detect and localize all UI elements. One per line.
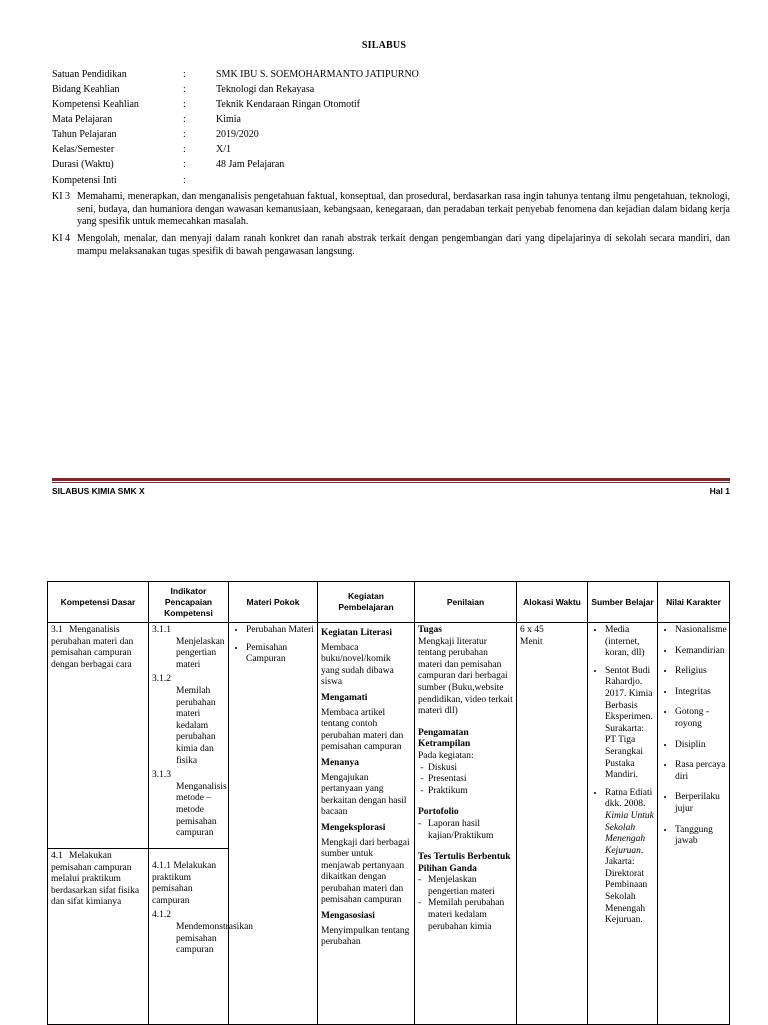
list-item: - Memilah perubahan materi kedalam perubahan kimia — [418, 898, 513, 933]
identity-label: Kelas/Semester — [52, 144, 115, 155]
penilaian-heading: Portofolio — [418, 807, 459, 818]
alokasi-unit: Menit — [520, 636, 543, 647]
ipk-text: Melakukan praktikum pemisahan campuran — [152, 861, 217, 906]
table-row — [48, 623, 730, 849]
list-item-text: Laporan hasil kajian/Praktikum — [428, 818, 494, 841]
identity-label: Satuan Pendidikan — [52, 69, 127, 80]
document-title: SILABUS — [361, 40, 407, 51]
header-kegiatan: Kegiatan Pembelajaran — [318, 582, 415, 623]
penilaian-heading: Tes Tertulis Berbentuk Pilihan Ganda — [418, 852, 511, 874]
syllabus-table — [47, 581, 730, 1025]
footer-divider-thin — [52, 482, 730, 483]
identity-value: Kimia — [216, 114, 241, 125]
list-item — [605, 625, 654, 660]
identity-label: Mata Pelajaran — [52, 114, 113, 125]
list-item: • Rasa percaya diri — [675, 760, 726, 783]
identity-label: Tahun Pelajaran — [52, 129, 117, 140]
list-item-text: Diskusi — [428, 762, 458, 773]
ipk-item — [152, 861, 225, 907]
ipk-cell-3 — [149, 623, 229, 849]
identity-value: SMK IBU S. SOEMOHARMANTO JATIPURNO — [216, 69, 419, 80]
kd-number: 4.1 — [51, 851, 63, 861]
sumber-text: Media (internet, koran, dll) — [605, 625, 645, 659]
kd-cell-3-1 — [48, 623, 149, 849]
ipk-item — [152, 674, 225, 767]
ipk-text: Menganalisis metode – metode pemisahan campuran — [176, 781, 227, 839]
ipk-text: Mendemonstrasikan pemisahan campuran — [176, 921, 254, 956]
kegiatan-heading: Kegiatan Literasi — [321, 628, 392, 638]
kegiatan-text: Menyimpulkan tentang perubahan — [321, 925, 410, 948]
penilaian-text: Pada kegiatan: — [418, 750, 474, 761]
identity-label: Kompetensi Inti — [52, 175, 117, 186]
ipk-number: 3.1.1 — [152, 625, 171, 635]
list-item: • Disiplin — [675, 740, 726, 752]
identity-value: X/1 — [216, 144, 231, 155]
ipk-number: 3.1.3 — [152, 770, 171, 781]
footer-divider — [52, 478, 730, 481]
list-item: • Integritas — [675, 687, 726, 699]
sumber-text: Sentot Budi Rahardjo. 2017. Kimia Berbasis Eksperimen. Surakarta: PT Tiga Serangkai Pustaka Mandiri. — [605, 665, 653, 781]
alokasi-cell — [517, 623, 588, 1025]
kegiatan-cell — [318, 623, 415, 1025]
identity-label: Bidang Keahlian — [52, 84, 120, 95]
header-penilaian: Penilaian — [415, 582, 517, 623]
kegiatan-heading: Menanya — [321, 757, 359, 768]
ipk-cell-4 — [149, 849, 254, 1025]
kegiatan-heading: Mengamati — [321, 692, 368, 703]
kd-item — [51, 625, 145, 671]
sumber-book-title: Kimia Untuk Sekolah Menengah Kejuruan — [605, 810, 654, 856]
list-item: • Berperilaku jujur — [675, 792, 726, 815]
penilaian-heading: Pengamatan Ketrampilan — [418, 727, 471, 750]
list-item: - Presentasi — [418, 774, 467, 785]
kegiatan-text: Mengajukan pertanyaan yang berkaitan dengan hasil bacaan — [321, 772, 407, 818]
kegiatan-text: Mengkaji dari berbagai sumber untuk menjawab pertanyaan dikaitkan dengan perubahan materi dan pemisahan campuran — [321, 837, 410, 906]
kd-item — [51, 851, 145, 909]
kd-text: Menganalisis perubahan materi dan pemisahan campuran dengan berbagai cara — [51, 625, 134, 670]
identity-colon: : — [183, 99, 186, 110]
ipk-text: Menjelaskan pengertian materi — [176, 636, 225, 670]
kd-text: Melakukan pemisahan campuran melalui praktikum berdasarkan sifat fisika dan sifat kimianya — [51, 851, 140, 908]
list-item-text: Presentasi — [428, 774, 467, 785]
identity-value: Teknologi dan Rekayasa — [216, 84, 315, 95]
list-item-text: Praktikum — [428, 785, 468, 796]
list-item: - Praktikum — [418, 785, 468, 796]
ipk-number: 4.1.1 — [152, 861, 171, 871]
ipk-number: 3.1.2 — [152, 674, 171, 685]
sumber-publisher: . Jakarta: Direktorat Pembinaan Sekolah Menengah Kejuruan. — [605, 845, 648, 926]
identity-colon: : — [183, 129, 186, 140]
list-item: • Religius — [675, 666, 726, 678]
ipk-item — [152, 625, 225, 671]
list-item: • Nasionalisme — [675, 625, 726, 637]
identity-colon: : — [183, 159, 186, 170]
sumber-text: Ratna Ediati dkk. 2008. — [605, 787, 653, 810]
identity-colon: : — [183, 114, 186, 125]
header-kompetensi-dasar: Kompetensi Dasar — [48, 582, 149, 623]
kd-cell-4-1 — [48, 849, 149, 1025]
materi-list — [232, 625, 314, 666]
ki-text: Memahami, menerapkan, dan menganalisis pengetahuan faktual, konseptual, dan prosedural, berdasarkan rasa ingin tahunya tentang ilmu pengetahuan, teknologi, seni, budaya, dan humaniora dengan wawasan kemanusiaan, kebangsaan, kenegaraan, dan peradaban terkait penyebab fenomena dan kejadian dalam bidang kerja yang spesifik untuk memecahkan masalah. — [77, 191, 730, 227]
list-item: • Perubahan Materi — [246, 625, 314, 637]
ipk-item — [152, 770, 225, 840]
list-item: • Pemisahan Campuran — [246, 643, 314, 666]
materi-pokok-cell — [229, 623, 318, 1025]
header-nilai-karakter: Nilai Karakter — [658, 582, 730, 623]
list-item: • Gotong - royong — [675, 707, 726, 730]
ki-code: KI 3 — [52, 191, 71, 202]
header-indikator: Indikator Pencapaian Kompetensi — [149, 582, 229, 623]
list-item: - Diskusi — [418, 762, 458, 773]
list-item: - Menjelaskan pengertian materi — [418, 875, 513, 898]
penilaian-cell — [415, 623, 517, 1025]
identity-value: 2019/2020 — [216, 129, 259, 140]
ipk-number: 4.1.2 — [152, 910, 171, 921]
ki-text: Mengolah, menalar, dan menyaji dalam ranah konkret dan ranah abstrak terkait dengan pengembangan dari yang dipelajarinya di sekolah secara mandiri, dan mampu melaksanakan tugas spesifik di bawah pengawasan langsung. — [77, 233, 730, 257]
list-item: • Tanggung jawab — [675, 825, 726, 848]
list-item: • Kemandirian — [675, 646, 726, 658]
list-item-text: Menjelaskan pengertian materi — [428, 875, 495, 897]
ki-code: KI 4 — [52, 233, 71, 244]
nilai-list — [661, 625, 726, 848]
kegiatan-text: Membaca buku/novel/komik yang sudah dibawa siswa — [321, 642, 394, 688]
penilaian-heading: Tugas — [418, 625, 442, 635]
identity-colon: : — [183, 69, 186, 80]
list-item: - Laporan hasil kajian/Praktikum — [418, 819, 513, 842]
penilaian-text: Mengkaji literatur tentang perubahan materi dan pemisahan campuran dari berbagai sumber (Buku,website pendidikan, video terkait materi dll) — [418, 636, 513, 717]
kegiatan-heading: Mengasosiasi — [321, 911, 375, 922]
kegiatan-heading: Mengeksplorasi — [321, 822, 386, 833]
footer-page-number: Hal 1 — [709, 486, 730, 496]
list-item-text: Memilah perubahan materi kedalam perubahan kimia — [428, 898, 505, 932]
sumber-list — [591, 625, 654, 927]
ipk-item — [152, 910, 254, 956]
identity-value: 48 Jam Pelajaran — [216, 159, 285, 170]
list-item — [605, 788, 654, 927]
list-item — [605, 666, 654, 782]
alokasi-value: 6 x 45 — [520, 625, 544, 635]
nilai-karakter-cell — [658, 623, 730, 1025]
ipk-text: Memilah perubahan materi kedalam perubahan kimia dan fisika — [176, 685, 216, 766]
header-sumber-belajar: Sumber Belajar — [588, 582, 658, 623]
sumber-belajar-cell — [588, 623, 658, 1025]
table-header-row — [48, 582, 730, 623]
identity-colon: : — [183, 175, 186, 186]
ki-3 — [52, 191, 730, 229]
identity-label: Kompetensi Keahlian — [52, 99, 139, 110]
header-materi-pokok: Materi Pokok — [229, 582, 318, 623]
identity-value: Teknik Kendaraan Ringan Otomotif — [216, 99, 360, 110]
kd-number: 3.1 — [51, 625, 63, 635]
identity-colon: : — [183, 144, 186, 155]
identity-label: Durasi (Waktu) — [52, 159, 114, 170]
identity-colon: : — [183, 84, 186, 95]
ki-4 — [52, 233, 730, 258]
header-alokasi-waktu: Alokasi Waktu — [517, 582, 588, 623]
footer-doc-name: SILABUS KIMIA SMK X — [52, 486, 145, 496]
kegiatan-text: Membaca artikel tentang contoh perubahan materi dan pemisahan campuran — [321, 707, 404, 753]
